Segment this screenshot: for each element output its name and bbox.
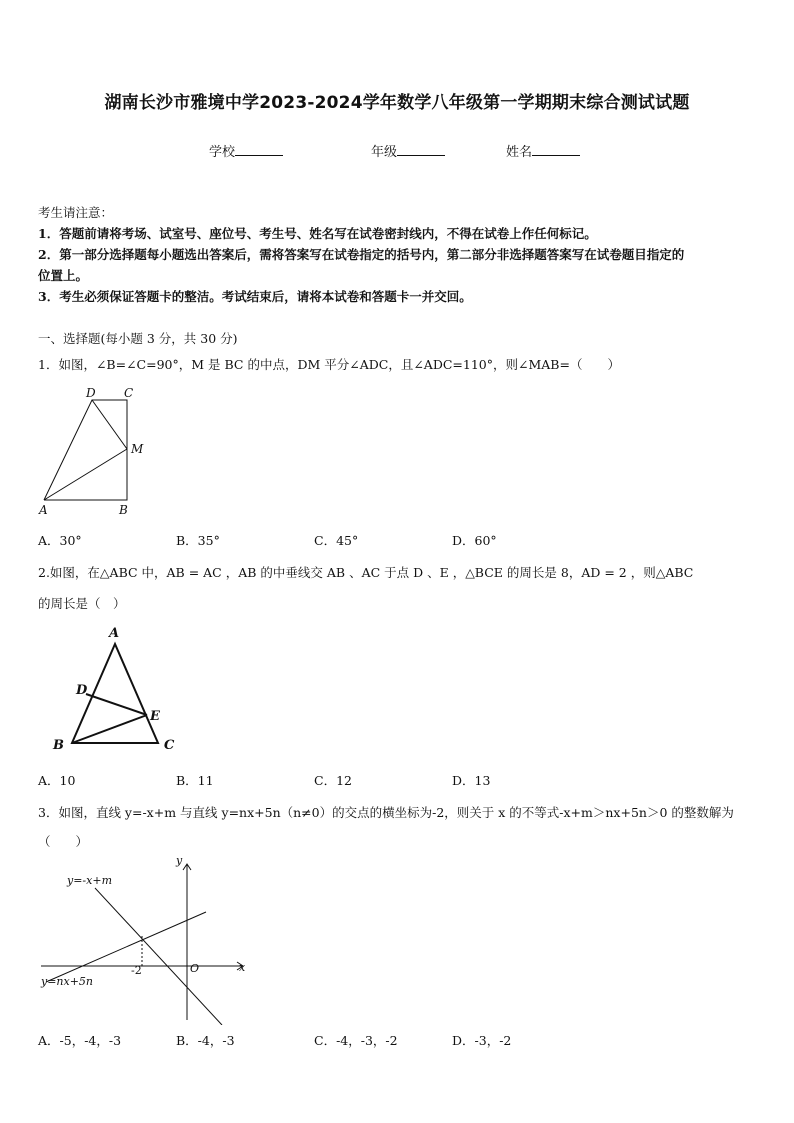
q3-line-nx-plus-5n xyxy=(46,912,206,982)
grade-label: 年级 xyxy=(371,145,398,160)
q2-label-b: B xyxy=(53,738,64,753)
notice-item-3: 3．考生必须保证答题卡的整洁。考试结束后，请将本试卷和答题卡一并交回。 xyxy=(38,289,472,304)
q2-option-c: C．12 xyxy=(314,773,352,788)
school-field xyxy=(209,141,283,160)
grade-field xyxy=(371,141,445,160)
q3-stem-line2: （ ） xyxy=(38,834,89,849)
q2-label-e: E xyxy=(150,709,160,724)
q3-label-line2: y=nx+5n xyxy=(41,975,94,988)
section-heading: 一、选择题(每小题 3 分，共 30 分) xyxy=(38,331,238,346)
q3-label-neg2: -2 xyxy=(131,964,142,977)
q1-option-b: B．35° xyxy=(176,533,220,548)
q3-label-y: y xyxy=(176,854,183,867)
q3-label-line1: y=-x+m xyxy=(67,874,112,887)
q1-figure xyxy=(36,383,156,518)
q1-label-c: C xyxy=(124,386,134,400)
q1-label-a: A xyxy=(39,503,48,517)
school-label: 学校 xyxy=(209,145,236,160)
q2-stem-line1: 2.如图，在△ABC 中，AB = AC ，AB 的中垂线交 AB 、AC 于点 D 、E ，△BCE 的周长是 8，AD = 2 ，则△ABC xyxy=(38,565,694,580)
q3-stem-line1: 3．如图，直线 y=-x+m 与直线 y=nx+5n（n≠0）的交点的横坐标为-2，则关于 x 的不等式-x+m＞nx+5n＞0 的整数解为 xyxy=(38,805,734,820)
q1-option-c: C．45° xyxy=(314,533,359,548)
q3-figure xyxy=(36,850,256,1025)
name-blank xyxy=(532,143,580,156)
notice-item-1: 1．答题前请将考场、试室号、座位号、考生号、姓名写在试卷密封线内，不得在试卷上作任何标记。 xyxy=(38,226,597,241)
q1-label-d: D xyxy=(86,386,96,400)
exam-title: 湖南长沙市雅境中学2023-2024学年数学八年级第一学期期末综合测试试题 xyxy=(104,93,690,113)
q1-option-a: A．30° xyxy=(38,533,82,548)
name-label: 姓名 xyxy=(506,145,533,160)
q3-line-neg-x-plus-m xyxy=(95,888,222,1025)
q1-quadrilateral xyxy=(44,400,127,500)
q2-figure xyxy=(50,622,185,754)
notice-item-2: 2．第一部分选择题每小题选出答案后，需将答案写在试卷指定的括号内，第二部分非选择题答案写在试卷题目指定的 xyxy=(38,247,685,262)
q2-option-d: D．13 xyxy=(452,773,491,788)
q1-stem: 1．如图，∠B=∠C=90°，M 是 BC 的中点，DM 平分∠ADC，且∠ADC=110°，则∠MAB=（ ） xyxy=(38,357,620,372)
grade-blank xyxy=(397,143,445,156)
q2-label-d: D xyxy=(76,683,88,698)
q2-stem-line2: 的周长是（ ） xyxy=(38,596,126,611)
notice-item-2-cont: 位置上。 xyxy=(38,268,89,283)
school-blank xyxy=(235,143,283,156)
q2-option-b: B．11 xyxy=(176,773,214,788)
q2-label-c: C xyxy=(164,738,175,753)
q1-label-b: B xyxy=(119,503,128,517)
q1-option-d: D．60° xyxy=(452,533,497,548)
q3-option-c: C．-4，-3，-2 xyxy=(314,1033,398,1048)
q3-option-b: B．-4，-3 xyxy=(176,1033,235,1048)
q1-label-m: M xyxy=(131,442,144,456)
q3-option-d: D．-3，-2 xyxy=(452,1033,512,1048)
q2-option-a: A．10 xyxy=(38,773,76,788)
q3-label-origin: O xyxy=(190,962,200,975)
q2-label-a: A xyxy=(109,626,120,641)
q3-label-x: x xyxy=(239,961,246,974)
q3-option-a: A．-5，-4，-3 xyxy=(38,1033,122,1048)
name-field xyxy=(506,141,580,160)
q1-line-dm xyxy=(92,400,127,449)
notice-heading: 考生请注意： xyxy=(38,205,114,220)
